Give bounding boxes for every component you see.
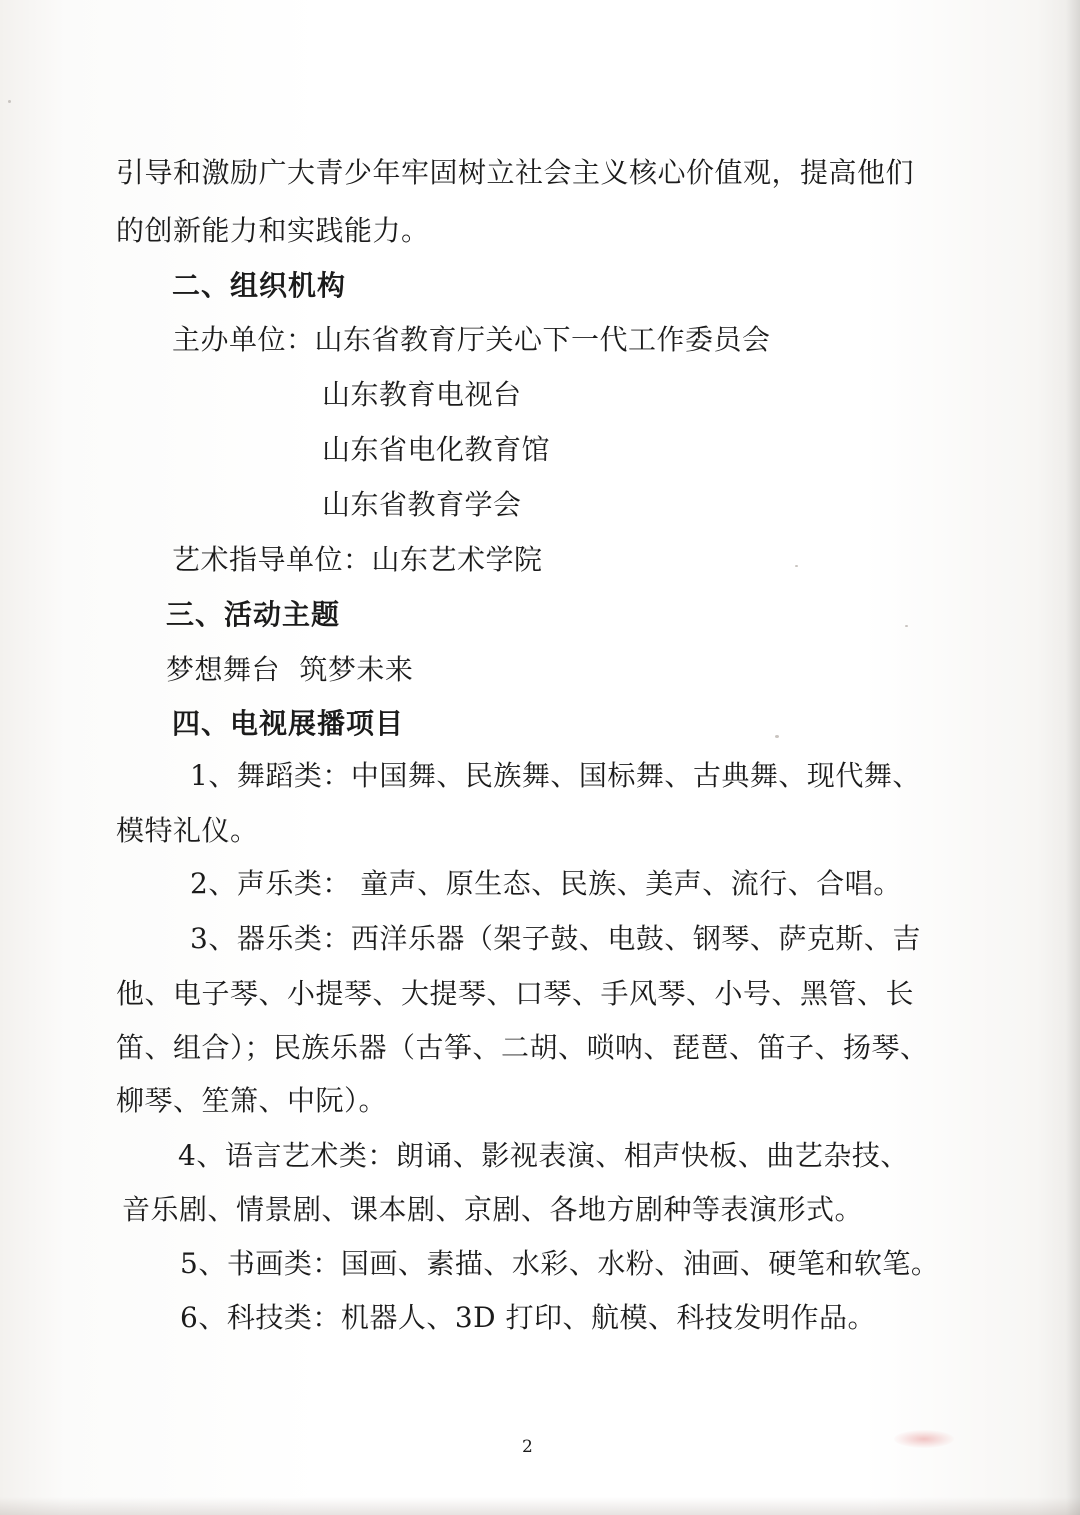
scan-speck (775, 735, 779, 738)
item-instrument-line-1: 3、器乐类：西洋乐器（架子鼓、电鼓、钢琴、萨克斯、吉 (190, 922, 921, 955)
item-dance-line-1: 1、舞蹈类：中国舞、民族舞、国标舞、古典舞、现代舞、 (190, 759, 921, 792)
scan-speck (795, 565, 798, 567)
co-host-line-2: 山东省电化教育馆 (322, 433, 551, 466)
co-host-line-1: 山东教育电视台 (322, 378, 522, 411)
scan-speck (905, 625, 908, 627)
co-host-line-3: 山东省教育学会 (322, 488, 522, 521)
page-number: 2 (522, 1437, 533, 1457)
item-technology-line: 6、科技类：机器人、3D 打印、航模、科技发明作品。 (180, 1301, 876, 1334)
intro-line-1: 引导和激励广大青少年牢固树立社会主义核心价值观，提高他们 (116, 156, 915, 189)
intro-line-2: 的创新能力和实践能力。 (116, 214, 430, 247)
item-vocal-line: 2、声乐类： 童声、原生态、民族、美声、流行、合唱。 (190, 867, 902, 900)
item-language-line-1: 4、语言艺术类：朗诵、影视表演、相声快板、曲艺杂技、 (178, 1139, 909, 1172)
item-language-line-2: 音乐剧、情景剧、课本剧、京剧、各地方剧种等表演形式。 (122, 1193, 864, 1226)
theme-text: 梦想舞台 筑梦未来 (166, 653, 414, 686)
section-heading-theme: 三、活动主题 (166, 598, 341, 631)
red-ink-mark (894, 1430, 954, 1448)
section-heading-organization: 二、组织机构 (172, 269, 347, 302)
scan-speck (8, 100, 11, 103)
item-painting-line: 5、书画类：国画、素描、水彩、水粉、油画、硬笔和软笔。 (180, 1247, 940, 1280)
section-heading-tv-items: 四、电视展播项目 (172, 707, 405, 740)
item-instrument-line-3: 笛、组合）；民族乐器（古筝、二胡、唢呐、琵琶、笛子、扬琴、 (116, 1031, 929, 1064)
item-instrument-line-2: 他、电子琴、小提琴、大提琴、口琴、手风琴、小号、黑管、长 (116, 977, 915, 1010)
host-unit-line: 主办单位：山东省教育厅关心下一代工作委员会 (172, 323, 771, 356)
page-edge-shadow-right (1066, 0, 1080, 1515)
item-instrument-line-4: 柳琴、笙箫、中阮）。 (116, 1084, 388, 1117)
page-edge-shadow-bottom (0, 1497, 1080, 1515)
item-dance-line-2: 模特礼仪。 (116, 814, 259, 847)
art-guide-unit-line: 艺术指导单位：山东艺术学院 (172, 543, 543, 576)
